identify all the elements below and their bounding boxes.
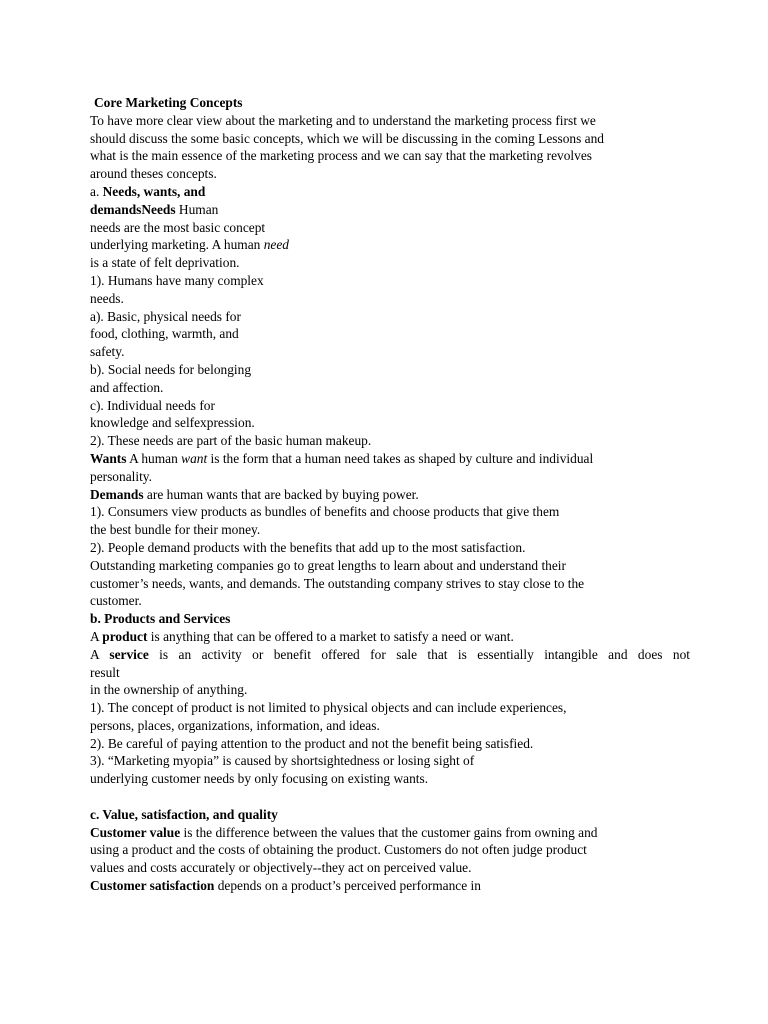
outstanding-paragraph: customer. [90, 593, 142, 609]
list-item: 3). “Marketing myopia” is caused by shortsightedness or losing sight of [90, 753, 475, 769]
customer-value-definition: Customer value is the difference between the values that the customer gains from owning and [90, 824, 598, 840]
list-item: food, clothing, warmth, and [90, 326, 239, 342]
list-item: c). Individual needs for [90, 397, 215, 413]
needs-definition-line: demandsNeeds Human [90, 201, 219, 217]
section-a-heading: a. Needs, wants, and [90, 183, 206, 199]
needs-definition-line: is a state of felt deprivation. [90, 255, 240, 271]
customer-value-definition: using a product and the costs of obtaining the product. Customers do not often judge product [90, 842, 587, 858]
list-item: b). Social needs for belonging [90, 361, 252, 377]
service-definition: A service is an activity or benefit offered for sale that is essentially intangible and does not [90, 646, 691, 662]
intro-line: around theses concepts. [90, 166, 217, 182]
customer-value-definition: values and costs accurately or objectively--they act on perceived value. [90, 860, 472, 876]
outstanding-paragraph: Outstanding marketing companies go to great lengths to learn about and understand their [90, 557, 566, 573]
list-item: knowledge and selfexpression. [90, 415, 255, 431]
list-item: the best bundle for their money. [90, 522, 261, 538]
paragraph-spacer [90, 788, 690, 806]
outstanding-paragraph: customer’s needs, wants, and demands. The outstanding company strives to stay close to the [90, 575, 585, 591]
list-item: 1). Consumers view products as bundles of benefits and choose products that give them [90, 504, 560, 520]
product-definition: A product is anything that can be offered to a market to satisfy a need or want. [90, 628, 514, 644]
list-item: needs. [90, 290, 124, 306]
document-page [90, 94, 690, 895]
wants-definition: personality. [90, 468, 152, 484]
list-item: persons, places, organizations, information, and ideas. [90, 717, 380, 733]
list-item: safety. [90, 344, 125, 360]
service-definition: result [90, 664, 120, 680]
needs-definition-line: underlying marketing. A human need [90, 237, 289, 253]
wants-definition: Wants A human want is the form that a human need takes as shaped by culture and individual [90, 450, 594, 466]
section-b-heading: b. Products and Services [90, 611, 231, 627]
customer-satisfaction-definition: Customer satisfaction depends on a product’s perceived performance in [90, 878, 481, 894]
section-c-heading: c. Value, satisfaction, and quality [90, 806, 278, 822]
needs-definition-line: needs are the most basic concept [90, 219, 266, 235]
list-item: underlying customer needs by only focusing on existing wants. [90, 771, 429, 787]
list-item: a). Basic, physical needs for [90, 308, 241, 324]
section-needs-wants-demands [90, 183, 690, 610]
section-value-satisfaction-quality [90, 806, 690, 895]
list-item: and affection. [90, 379, 164, 395]
list-item: 1). The concept of product is not limited to physical objects and can include experiences, [90, 700, 567, 716]
intro-paragraph [90, 112, 690, 183]
section-products-services [90, 610, 690, 788]
list-item: 2). Be careful of paying attention to the product and not the benefit being satisfied. [90, 735, 534, 751]
intro-line: To have more clear view about the marketing and to understand the marketing process first we [90, 112, 596, 128]
list-item: 1). Humans have many complex [90, 272, 264, 288]
list-item: 2). These needs are part of the basic human makeup. [90, 433, 372, 449]
list-item: 2). People demand products with the benefits that add up to the most satisfaction. [90, 539, 526, 555]
intro-line: should discuss the some basic concepts, which we will be discussing in the coming Lessons and [90, 130, 604, 146]
demands-definition: Demands are human wants that are backed by buying power. [90, 486, 419, 502]
document-title: Core Marketing Concepts [94, 95, 243, 110]
intro-line: what is the main essence of the marketing process and we can say that the marketing revolves [90, 148, 592, 164]
service-definition: in the ownership of anything. [90, 682, 248, 698]
